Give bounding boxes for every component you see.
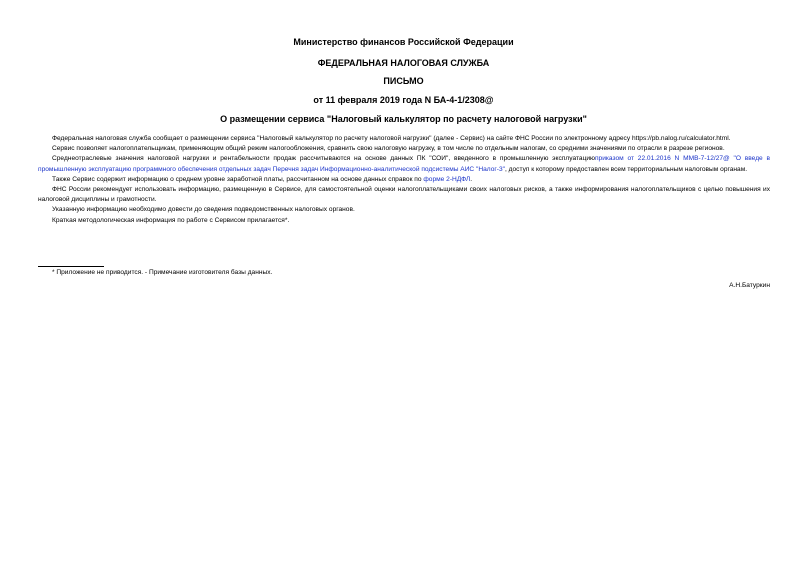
paragraph-4-text-after: . [470, 175, 473, 183]
paragraph-3-text-after: , доступ к которому предоставлен всем территориальным налоговым органам. [505, 165, 748, 173]
paragraph-6: Указанную информацию необходимо довести до сведения подведомственных налоговых органов. [52, 206, 355, 214]
date-number-heading: от 11 февраля 2019 года N БА-4-1/2308@ [313, 95, 494, 105]
paragraph-3-text-before: Среднеотраслевые значения налоговой нагрузки и рентабельности продаж рассчитываются на основе данных ПК "СОИ", введенного в промышленную эксплуатацию [52, 155, 595, 163]
doc-type-heading: ПИСЬМО [383, 76, 424, 86]
letter-body [38, 134, 770, 226]
footnote-divider [38, 266, 104, 267]
paragraph-4 [38, 175, 770, 185]
paragraph-1: Федеральная налоговая служба сообщает о размещении сервиса "Налоговый калькулятор по расчету налоговой нагрузки" (далее - Сервис) на сайте ФНС России по электронному адресу https://pb.nalog.ru/calculator.html. [52, 135, 731, 142]
paragraph-4-text-before: Также Сервис содержит информацию о среднем уровне заработной платы, рассчитанном на основе данных справок по [52, 175, 424, 183]
order-link[interactable]: приказом от 22.01.2016 N ММВ-7-12/27@ "О введе в промышленную эксплуатацию программного обеспечения отдельных задач Перечня задач Информационно-аналитической подсистемы АИС "Налог-3" [38, 155, 770, 173]
paragraph-7: Краткая методологическая информация по работе с Сервисом прилагается*. [52, 216, 290, 224]
paragraph-5: ФНС России рекомендует использовать информацию, размещенную в Сервисе, для самостоятельной оценки налогоплательщиками своих налоговых рисков, а также информирования налогоплательщиков с целью повышения их налоговой дисциплины и грамотности. [38, 186, 770, 204]
signature: А.Н.Батуркин [729, 282, 770, 289]
form-2ndfl-link[interactable]: форме 2-НДФЛ [423, 175, 471, 183]
paragraph-2: Сервис позволяет налогоплательщикам, применяющим общий режим налогообложения, сравнить свою налоговую нагрузку, в том числе по отдельным налогам, со средними значениями по отрасли в разрезе регионов. [52, 145, 725, 153]
ministry-heading: Министерство финансов Российской Федерации [293, 37, 514, 47]
paragraph-3 [38, 154, 770, 174]
subject-heading: О размещении сервиса "Налоговый калькулятор по расчету налоговой нагрузки" [220, 114, 587, 124]
footnote-text: * Приложение не приводится. - Примечание изготовителя базы данных. [52, 269, 273, 276]
service-heading: ФЕДЕРАЛЬНАЯ НАЛОГОВАЯ СЛУЖБА [317, 58, 490, 68]
